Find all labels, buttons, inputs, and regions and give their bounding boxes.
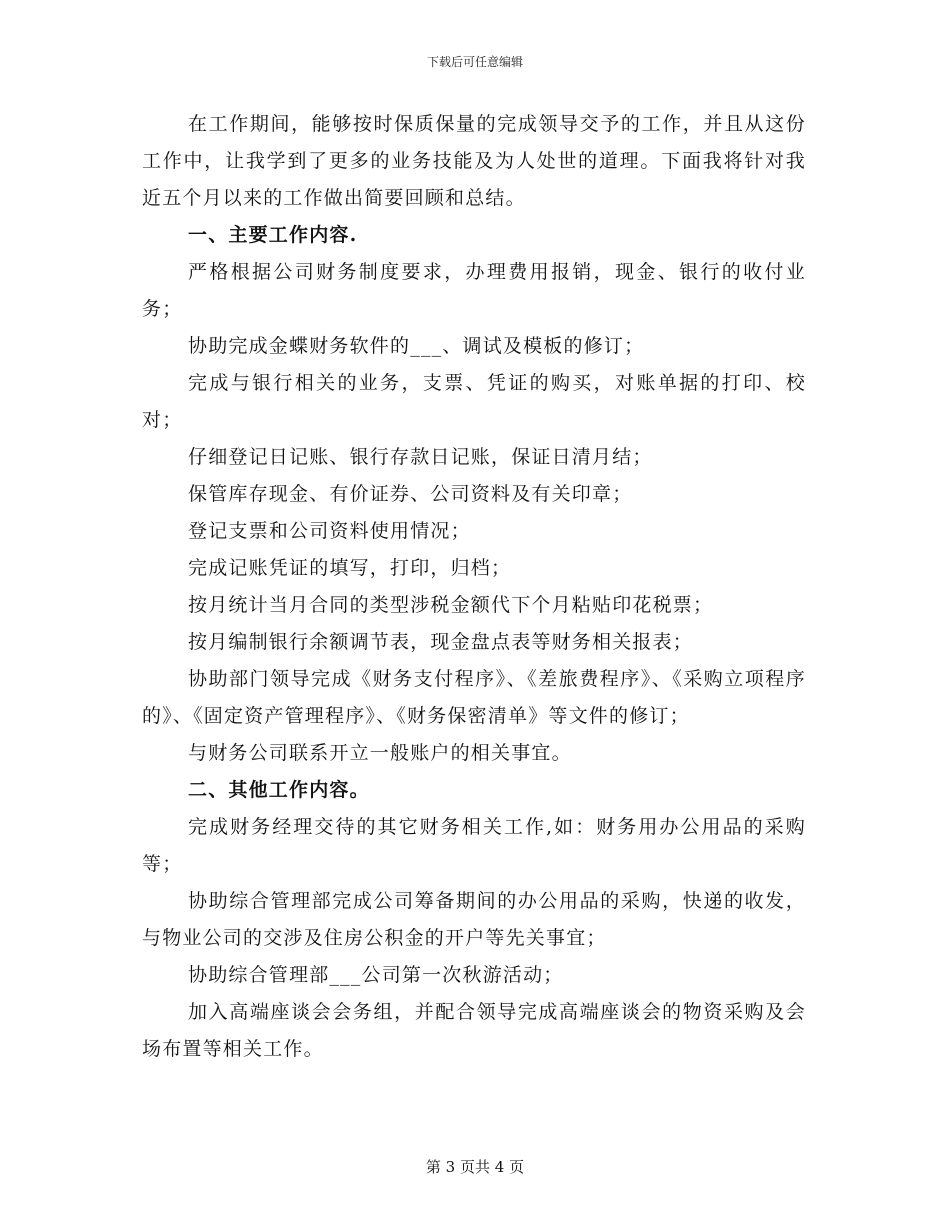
list-item: 协助完成金蝶财务软件的___、调试及模板的修订；	[188, 335, 645, 357]
list-item: 加入高端座谈会会务组，并配合领导完成高端座谈会的物资采购及会场布置等相关工作。	[142, 1001, 806, 1060]
list-item: 按月统计当月合同的类型涉税金额代下个月粘贴印花税票；	[188, 594, 714, 616]
list-item: 与财务公司联系开立一般账户的相关事宜。	[188, 742, 572, 764]
list-item: 完成财务经理交待的其它财务相关工作,如：财务用办公用品的采购等；	[142, 816, 806, 875]
list-item: 严格根据公司财务制度要求，办理费用报销，现金、银行的收付业务；	[142, 261, 806, 320]
list-item: 协助部门领导完成《财务支付程序》、《差旅费程序》、《采购立项程序的》、《固定资产管理程序》、《财务保密清单》等文件的修订；	[142, 668, 806, 727]
document-body	[142, 106, 806, 1068]
list-item: 完成与银行相关的业务，支票、凭证的购买，对账单据的打印、校对；	[142, 372, 806, 431]
list-item: 完成记账凭证的填写，打印，归档；	[188, 557, 512, 579]
page-header: 下载后可任意编辑	[426, 55, 523, 69]
list-item: 协助综合管理部完成公司筹备期间的办公用品的采购，快递的收发，与物业公司的交涉及住房公积金的开户等先关事宜；	[142, 890, 806, 949]
section-heading-main-work: 一、主要工作内容.	[188, 224, 358, 246]
intro-paragraph: 在工作期间，能够按时保质保量的完成领导交予的工作，并且从这份工作中，让我学到了更多的业务技能及为人处世的道理。下面我将针对我近五个月以来的工作做出简要回顾和总结。	[142, 113, 806, 209]
list-item: 协助综合管理部___公司第一次秋游活动；	[188, 964, 564, 986]
list-item: 按月编制银行余额调节表，现金盘点表等财务相关报表；	[188, 631, 694, 653]
list-item: 登记支票和公司资料使用情况；	[188, 520, 471, 542]
list-item: 保管库存现金、有价证券、公司资料及有关印章；	[188, 483, 633, 505]
section-heading-other-work: 二、其他工作内容。	[188, 779, 370, 801]
page-number-footer: 第 3 页共 4 页	[425, 1158, 525, 1176]
list-item: 仔细登记日记账、银行存款日记账，保证日清月结；	[188, 446, 653, 468]
